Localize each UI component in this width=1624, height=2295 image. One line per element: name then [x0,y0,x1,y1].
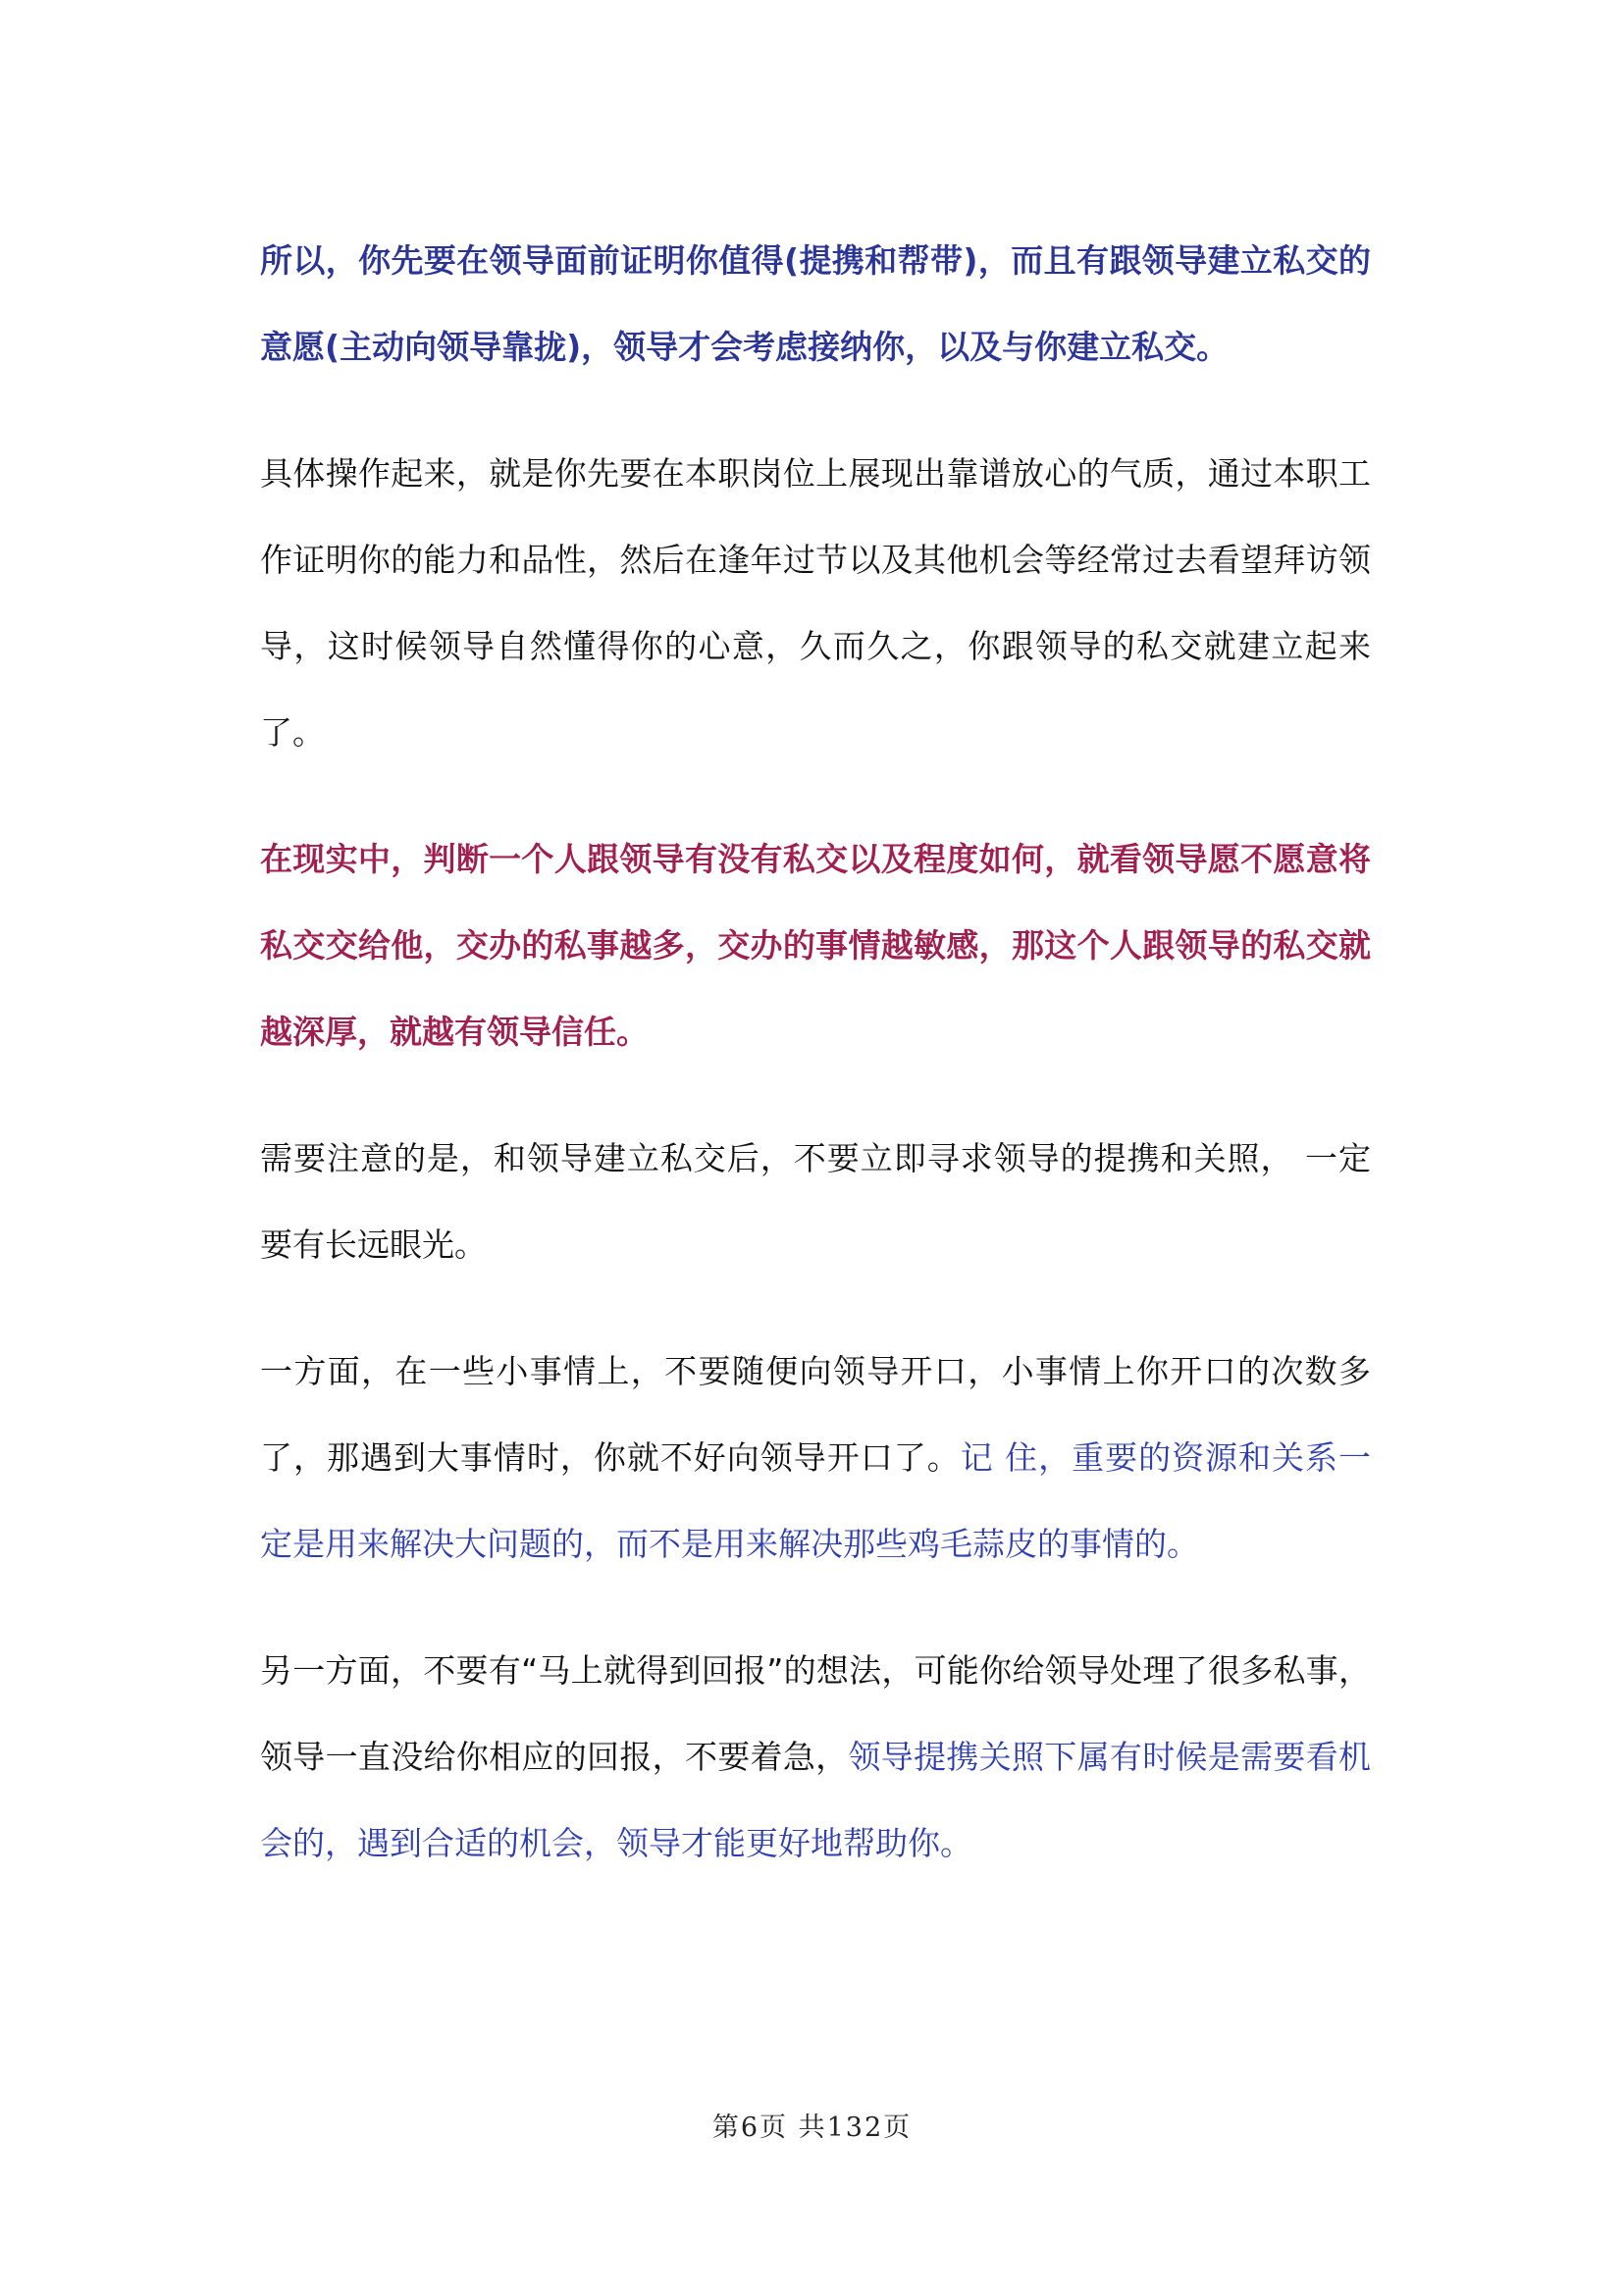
paragraph-concrete-steps [260,431,1371,776]
page-number-footer: 第6页 共132页 [711,2112,913,2143]
body-text: 需要注意的是，和领导建立私交后，不要立即寻求领导的提携和关照， 一定要有长远眼光。 [260,1139,1371,1264]
emphasis-text: 记 住，重要的资源和关系一定是用来解决大问题的，而不是用来解决那些鸡毛蒜皮的事情的。 [260,1438,1371,1563]
body-text: 一方面，在一些小事情上，不要随便向领导开口，小事情上你开口的次数多了，那遇到大事情时，你就不好向领导开口了。 [260,1352,1371,1477]
highlighted-text: 在现实中，判断一个人跟领导有没有私交以及程度如何，就看领导愿不愿意将私交交给他，交办的私事越多，交办的事情越敏感，那这个人跟领导的私交就越深厚，就越有领导信任。 [260,840,1371,1051]
paragraph-small-matters [260,1329,1371,1588]
emphasis-text: 领导提携关照下属有时候是需要看机会的，遇到合适的机会，领导才能更好地帮助你。 [260,1738,1372,1862]
paragraph-no-immediate-return [260,1628,1371,1887]
paragraph-judging-relationship [260,816,1371,1075]
paragraph-proof-and-willingness [260,218,1371,391]
body-text: 另一方面，不要有“马上就得到回报”的想法，可能你给领导处理了很多私事，领导一直没给你相应的回报，不要着急， [260,1651,1371,1776]
highlighted-text: 所以，你先要在领导面前证明你值得(提携和帮带)，而且有跟领导建立私交的意愿(主动向领导靠拢)，领导才会考虑接纳你，以及与你建立私交。 [260,241,1371,366]
body-text: 具体操作起来，就是你先要在本职岗位上展现出靠谱放心的气质，通过本职工作证明你的能力和品性，然后在逢年过节以及其他机会等经常过去看望拜访领导，这时候领导自然懂得你的心意，久而久之，你跟领导的私交就建立起来了。 [260,454,1371,752]
document-page [260,218,1371,1927]
paragraph-long-term-view [260,1116,1371,1288]
